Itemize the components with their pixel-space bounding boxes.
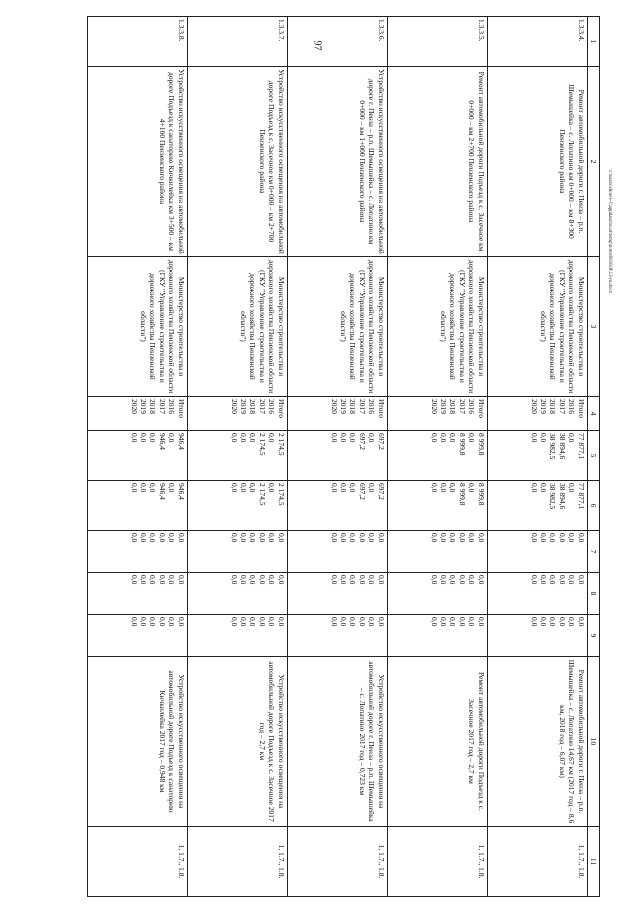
year-list — [187, 397, 287, 431]
value-cell: 8 999,8 — [457, 433, 467, 456]
header-cell: 1 — [587, 17, 599, 67]
row-number: 1.3.3.6. — [287, 17, 387, 67]
value-cell: 0,0 — [429, 483, 439, 493]
value-cell: 0,0 — [348, 483, 358, 493]
value-cell: 0,0 — [248, 483, 258, 493]
regional-values — [287, 481, 387, 531]
expected-result: Устройство искусственного освещения на автомобильной дороге Подъезд к с. Засечное 2017 год – 2,7 км — [187, 657, 287, 827]
year-list — [287, 397, 387, 431]
value-cell: 2 174,5 — [257, 433, 267, 456]
value-cell: 0,0 — [567, 575, 577, 585]
value-cell: 0,0 — [329, 433, 339, 443]
value-cell: 0,0 — [248, 433, 258, 443]
footer-file-path: c:\users\sborel~1\appdata\local\temp\notes6030c8\13-m.docx — [607, 170, 612, 294]
value-cell: 0,0 — [329, 483, 339, 493]
value-cell: 0,0 — [129, 617, 139, 627]
value-cell: 0,0 — [448, 617, 458, 627]
value-cell: 0,0 — [267, 433, 277, 443]
value-cell: 0,0 — [229, 433, 239, 443]
value-cell: 0,0 — [539, 575, 549, 585]
value-cell: Итого — [576, 399, 586, 418]
expected-result: Устройство искусственного освещения на автомобильной дороге Подъезд к санаторию Кичкилейка 2017 год – 0,948 км — [87, 657, 187, 827]
value-cell: 0,0 — [357, 533, 367, 543]
value-cell: 2019 — [139, 399, 149, 414]
page-number: 97 — [311, 40, 323, 51]
value-cell: 8 999,8 — [457, 483, 467, 506]
value-cell: 0,0 — [129, 483, 139, 493]
value-cell: 0,0 — [429, 617, 439, 627]
value-cell: 2020 — [229, 399, 239, 414]
header-cell: 11 — [587, 827, 599, 897]
value-cell: 2 174,5 — [276, 433, 286, 456]
value-cell: 0,0 — [439, 433, 449, 443]
value-cell: 38 982,5 — [548, 433, 558, 460]
value-cell: 0,0 — [239, 575, 249, 585]
value-cell: 0,0 — [439, 575, 449, 585]
value-cell: 0,0 — [339, 575, 349, 585]
other-values — [487, 615, 587, 657]
value-cell: 697,2 — [376, 483, 386, 500]
value-cell: 0,0 — [339, 617, 349, 627]
value-cell: 697,2 — [357, 433, 367, 450]
value-cell: 2017 — [157, 399, 167, 414]
value-cell: 2016 — [467, 399, 477, 414]
value-cell: 2019 — [439, 399, 449, 414]
value-cell: 2020 — [129, 399, 139, 414]
value-cell: 0,0 — [148, 483, 158, 493]
value-cell: 0,0 — [129, 575, 139, 585]
value-cell: 0,0 — [267, 483, 277, 493]
value-cell: 946,4 — [157, 433, 167, 450]
value-cell: 0,0 — [157, 575, 167, 585]
value-cell: 0,0 — [429, 575, 439, 585]
value-cell: 77 877,1 — [576, 433, 586, 460]
value-cell: 0,0 — [348, 617, 358, 627]
header-cell: 2 — [587, 67, 599, 257]
executor-name: Министерство строительства и дорожного хозяйства Пензенской области (ГКУ "Управление строительства и дорожного хозяйства Пензенской области") — [87, 257, 187, 397]
value-cell: 0,0 — [148, 533, 158, 543]
header-cell: 5 — [587, 431, 599, 481]
value-cell: 0,0 — [348, 433, 358, 443]
value-cell: 0,0 — [367, 617, 377, 627]
value-cell: 0,0 — [276, 617, 286, 627]
value-cell: 0,0 — [576, 533, 586, 543]
value-cell: 0,0 — [257, 617, 267, 627]
header-cell: 6 — [587, 481, 599, 531]
value-cell: 0,0 — [239, 617, 249, 627]
regional-values — [387, 481, 487, 531]
measure-name: Устройство искусственного освещения на автомобильной дороге Подъезд к с. Засечное км 0+000 – км 2+700 Пензенского района — [187, 67, 287, 257]
value-cell: 0,0 — [448, 433, 458, 443]
value-cell: Итого — [176, 399, 186, 418]
value-cell: Итого — [376, 399, 386, 418]
value-cell: 2 174,5 — [276, 483, 286, 506]
value-cell: 0,0 — [429, 533, 439, 543]
indicator-reference: 1, 1.7., 1.8. — [387, 827, 487, 897]
value-cell: 0,0 — [139, 575, 149, 585]
value-cell: 0,0 — [239, 533, 249, 543]
indicator-reference: 1, 1.7., 1.8. — [487, 827, 587, 897]
value-cell: 0,0 — [548, 533, 558, 543]
value-cell: 0,0 — [529, 533, 539, 543]
program-table — [87, 16, 600, 897]
value-cell: 38 894,6 — [557, 433, 567, 460]
expected-result: Устройство искусственного освещения на автомобильной дороге г. Пенза – р.п. Шемышейка – с. Лопатино 2017 год – 0,723 км — [287, 657, 387, 827]
value-cell: 0,0 — [567, 433, 577, 443]
value-cell: 0,0 — [467, 575, 477, 585]
value-cell: 946,4 — [157, 483, 167, 500]
value-cell: 0,0 — [348, 533, 358, 543]
value-cell: 0,0 — [176, 533, 186, 543]
value-cell: 38 894,6 — [557, 483, 567, 510]
total-values — [387, 431, 487, 481]
value-cell: 0,0 — [248, 617, 258, 627]
value-cell: 0,0 — [457, 533, 467, 543]
header-cell: 3 — [587, 257, 599, 397]
value-cell: 0,0 — [476, 617, 486, 627]
value-cell: 2020 — [329, 399, 339, 414]
value-cell: 0,0 — [167, 575, 177, 585]
value-cell: 2016 — [267, 399, 277, 414]
value-cell: 0,0 — [167, 483, 177, 493]
value-cell: 0,0 — [539, 533, 549, 543]
value-cell: 0,0 — [176, 617, 186, 627]
value-cell: 0,0 — [457, 617, 467, 627]
regional-values — [87, 481, 187, 531]
value-cell: 0,0 — [367, 433, 377, 443]
value-cell: 0,0 — [148, 575, 158, 585]
value-cell: 2018 — [248, 399, 258, 414]
value-cell: 0,0 — [557, 533, 567, 543]
federal-values — [487, 531, 587, 573]
value-cell: 0,0 — [529, 483, 539, 493]
value-cell: 0,0 — [529, 575, 539, 585]
value-cell: 0,0 — [276, 575, 286, 585]
value-cell: 0,0 — [539, 483, 549, 493]
value-cell: 0,0 — [157, 533, 167, 543]
total-values — [287, 431, 387, 481]
value-cell: 77 877,1 — [576, 483, 586, 510]
executor-name: Министерство строительства и дорожного хозяйства Пензенской области (ГКУ "Управление строительства и дорожного хозяйства Пензенской области") — [487, 257, 587, 397]
value-cell: 0,0 — [239, 483, 249, 493]
value-cell: 0,0 — [329, 575, 339, 585]
value-cell: 0,0 — [357, 575, 367, 585]
value-cell: 0,0 — [367, 483, 377, 493]
value-cell: Итого — [476, 399, 486, 418]
value-cell: 697,2 — [376, 433, 386, 450]
value-cell: Итого — [276, 399, 286, 418]
value-cell: 0,0 — [329, 533, 339, 543]
value-cell: 0,0 — [239, 433, 249, 443]
value-cell: 2016 — [367, 399, 377, 414]
value-cell: 0,0 — [339, 433, 349, 443]
measure-name: Ремонт автомобильной дороги Подъезд к с. Засечное км 0+000 – км 2+700 Пензенского района — [387, 67, 487, 257]
value-cell: 2016 — [167, 399, 177, 414]
row-number: 1.3.3.4. — [487, 17, 587, 67]
value-cell: 2020 — [529, 399, 539, 414]
value-cell: 0,0 — [248, 575, 258, 585]
measure-name: Устройство искусственного освещения на автомобильной дороге г. Пенза – р.п. Шемышейка – с. Лопатино км 0+000 – км 1+000 Пензенского района — [287, 67, 387, 257]
value-cell: 0,0 — [148, 433, 158, 443]
value-cell: 946,4 — [176, 433, 186, 450]
value-cell: 0,0 — [267, 533, 277, 543]
value-cell: 0,0 — [567, 483, 577, 493]
value-cell: 0,0 — [439, 483, 449, 493]
value-cell: 0,0 — [229, 533, 239, 543]
value-cell: 0,0 — [548, 617, 558, 627]
regional-values — [187, 481, 287, 531]
indicator-reference: 1, 1.7., 1.8. — [87, 827, 187, 897]
table-row — [487, 17, 587, 897]
header-cell: 7 — [587, 531, 599, 573]
table-row — [387, 17, 487, 897]
row-number: 1.3.3.7. — [187, 17, 287, 67]
federal-values — [87, 531, 187, 573]
value-cell: 2019 — [539, 399, 549, 414]
value-cell: 0,0 — [167, 433, 177, 443]
local-values — [287, 573, 387, 615]
value-cell: 0,0 — [576, 575, 586, 585]
rotated-page — [30, 16, 600, 896]
value-cell: 0,0 — [557, 617, 567, 627]
value-cell: 2018 — [448, 399, 458, 414]
value-cell: 0,0 — [267, 575, 277, 585]
value-cell: 0,0 — [367, 533, 377, 543]
value-cell: 0,0 — [139, 433, 149, 443]
value-cell: 0,0 — [376, 533, 386, 543]
local-values — [387, 573, 487, 615]
expected-result: Ремонт автомобильной дороги Подъезд к с. Засечное 2017 год – 2,7 км — [387, 657, 487, 827]
total-values — [87, 431, 187, 481]
value-cell: 697,2 — [357, 483, 367, 500]
value-cell: 0,0 — [467, 433, 477, 443]
value-cell: 0,0 — [229, 575, 239, 585]
value-cell: 0,0 — [476, 533, 486, 543]
value-cell: 2 174,5 — [257, 483, 267, 506]
value-cell: 0,0 — [276, 533, 286, 543]
value-cell: 0,0 — [257, 533, 267, 543]
header-cell: 4 — [587, 397, 599, 431]
value-cell: 946,4 — [176, 483, 186, 500]
federal-values — [387, 531, 487, 573]
value-cell: 0,0 — [576, 617, 586, 627]
other-values — [387, 615, 487, 657]
local-values — [87, 573, 187, 615]
value-cell: 0,0 — [257, 575, 267, 585]
value-cell: 0,0 — [357, 617, 367, 627]
value-cell: 0,0 — [267, 617, 277, 627]
total-values — [487, 431, 587, 481]
value-cell: 0,0 — [439, 533, 449, 543]
value-cell: 2017 — [457, 399, 467, 414]
value-cell: 0,0 — [539, 433, 549, 443]
value-cell: 0,0 — [248, 533, 258, 543]
value-cell: 38 982,5 — [548, 483, 558, 510]
value-cell: 0,0 — [529, 617, 539, 627]
table-row — [287, 17, 387, 897]
value-cell: 0,0 — [348, 575, 358, 585]
regional-values — [487, 481, 587, 531]
value-cell: 8 999,8 — [476, 483, 486, 506]
value-cell: 2016 — [567, 399, 577, 414]
value-cell: 0,0 — [229, 617, 239, 627]
executor-name: Министерство строительства и дорожного хозяйства Пензенской области (ГКУ "Управление строительства и дорожного хозяйства Пензенской области") — [187, 257, 287, 397]
local-values — [487, 573, 587, 615]
executor-name: Министерство строительства и дорожного хозяйства Пензенской области (ГКУ "Управление строительства и дорожного хозяйства Пензенской области") — [387, 257, 487, 397]
federal-values — [187, 531, 287, 573]
expected-result: Ремонт автомобильной дороги г. Пенза – р.п. Шемышейка – с. Лопатино 14,67 км (2017 год – 8,6 км, 2018 год – 6,07 км) — [487, 657, 587, 827]
header-cell: 9 — [587, 615, 599, 657]
value-cell: 0,0 — [548, 575, 558, 585]
header-cell: 8 — [587, 573, 599, 615]
value-cell: 0,0 — [339, 533, 349, 543]
value-cell: 0,0 — [376, 575, 386, 585]
value-cell: 0,0 — [529, 433, 539, 443]
value-cell: 2018 — [148, 399, 158, 414]
value-cell: 0,0 — [139, 533, 149, 543]
value-cell: 0,0 — [467, 483, 477, 493]
header-cell: 10 — [587, 657, 599, 827]
table-row — [87, 17, 187, 897]
value-cell: 0,0 — [157, 617, 167, 627]
total-values — [187, 431, 287, 481]
value-cell: 0,0 — [367, 575, 377, 585]
value-cell: 0,0 — [167, 617, 177, 627]
value-cell: 2017 — [257, 399, 267, 414]
value-cell: 0,0 — [148, 617, 158, 627]
value-cell: 0,0 — [339, 483, 349, 493]
value-cell: 0,0 — [139, 617, 149, 627]
measure-name: Устройство искусственного освещения на автомобильной дороге Подъезд к санаторию Кичкилейка км 3+500 – км 4+100 Пензенского района — [87, 67, 187, 257]
value-cell: 0,0 — [457, 575, 467, 585]
value-cell: 2020 — [429, 399, 439, 414]
row-number: 1.3.3.8. — [87, 17, 187, 67]
value-cell: 0,0 — [129, 533, 139, 543]
value-cell: 0,0 — [539, 617, 549, 627]
value-cell: 0,0 — [329, 617, 339, 627]
value-cell: 2017 — [557, 399, 567, 414]
value-cell: 0,0 — [376, 617, 386, 627]
value-cell: 0,0 — [176, 575, 186, 585]
value-cell: 0,0 — [467, 533, 477, 543]
value-cell: 0,0 — [229, 483, 239, 493]
year-list — [487, 397, 587, 431]
value-cell: 0,0 — [476, 575, 486, 585]
value-cell: 2019 — [339, 399, 349, 414]
value-cell: 2019 — [239, 399, 249, 414]
other-values — [287, 615, 387, 657]
year-list — [87, 397, 187, 431]
header-row — [587, 17, 599, 897]
value-cell: 0,0 — [448, 575, 458, 585]
value-cell: 0,0 — [167, 533, 177, 543]
year-list — [387, 397, 487, 431]
value-cell: 2018 — [548, 399, 558, 414]
other-values — [187, 615, 287, 657]
indicator-reference: 1, 1.7., 1.8. — [287, 827, 387, 897]
value-cell: 0,0 — [567, 617, 577, 627]
indicator-reference: 1, 1.7., 1.8. — [187, 827, 287, 897]
value-cell: 0,0 — [467, 617, 477, 627]
value-cell: 0,0 — [448, 533, 458, 543]
value-cell: 0,0 — [567, 533, 577, 543]
value-cell: 0,0 — [439, 617, 449, 627]
value-cell: 0,0 — [557, 575, 567, 585]
local-values — [187, 573, 287, 615]
value-cell: 0,0 — [129, 433, 139, 443]
value-cell: 2018 — [348, 399, 358, 414]
value-cell: 0,0 — [429, 433, 439, 443]
table-row — [187, 17, 287, 897]
row-number: 1.3.3.5. — [387, 17, 487, 67]
measure-name: Ремонт автомобильной дороги г. Пенза – р.п. Шемышейка – с. Лопатино км 0+000 – км 8+300 Пензенского района — [487, 67, 587, 257]
value-cell: 8 999,8 — [476, 433, 486, 456]
value-cell: 0,0 — [448, 483, 458, 493]
other-values — [87, 615, 187, 657]
value-cell: 2017 — [357, 399, 367, 414]
value-cell: 0,0 — [139, 483, 149, 493]
federal-values — [287, 531, 387, 573]
executor-name: Министерство строительства и дорожного хозяйства Пензенской области (ГКУ "Управление строительства и дорожного хозяйства Пензенской области") — [287, 257, 387, 397]
